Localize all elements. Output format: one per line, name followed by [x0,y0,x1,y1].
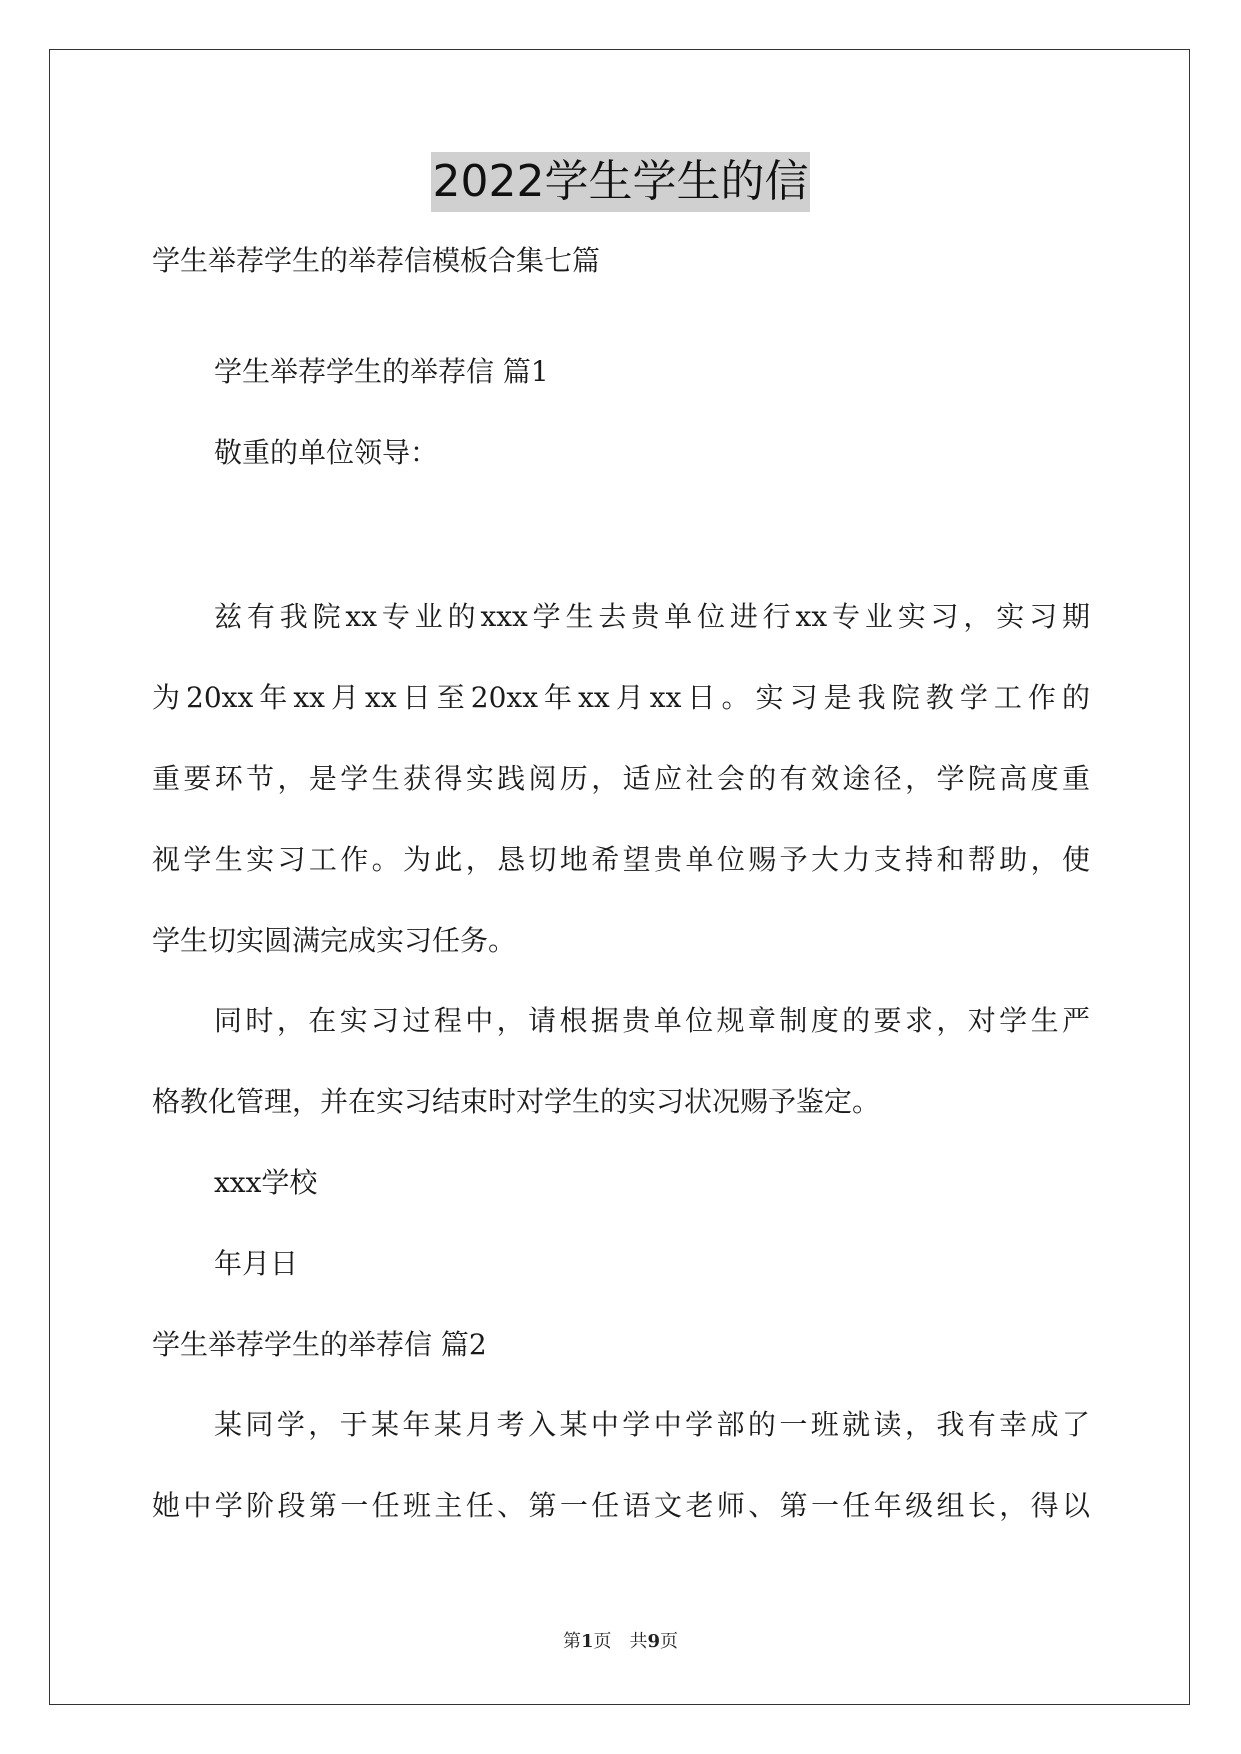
signature-school: xxx学校 [214,1166,318,1199]
footer-page-number: 1 [580,1631,594,1652]
title-wrapper [0,152,1241,212]
signature-date: 年月日 [214,1247,299,1280]
body-line: 她中学阶段第一任班主任、第一任语文老师、第一任年级组长，得以 [152,1489,1090,1522]
body-line: 重要环节，是学生获得实践阅历，适应社会的有效途径，学院高度重 [152,762,1090,795]
body-line: 学生切实圆满完成实习任务。 [152,924,517,957]
footer-middle: 页 共 [593,1631,648,1652]
body-line: 兹有我院xx专业的xxx学生去贵单位进行xx专业实习，实习期 [214,600,1090,633]
section-heading-2: 学生举荐学生的举荐信 篇2 [152,1328,487,1361]
footer-suffix: 页 [660,1631,679,1652]
footer-prefix: 第 [562,1631,581,1652]
footer-total-pages: 9 [647,1631,661,1652]
body-line: 格教化管理，并在实习结束时对学生的实习状况赐予鉴定。 [152,1085,881,1118]
body-line: 同时，在实习过程中，请根据贵单位规章制度的要求，对学生严 [214,1004,1090,1037]
subtitle-line: 学生举荐学生的举荐信模板合集七篇 [152,244,601,277]
salutation: 敬重的单位领导： [214,436,439,469]
body-line: 视学生实习工作。为此，恳切地希望贵单位赐予大力支持和帮助，使 [152,843,1090,876]
body-line: 为20xx年xx月xx日至20xx年xx月xx日。实习是我院教学工作的 [152,681,1090,714]
body-line: 某同学，于某年某月考入某中学中学部的一班就读，我有幸成了 [214,1408,1090,1441]
section-heading-1: 学生举荐学生的举荐信 篇1 [214,355,549,388]
document-title: 2022学生学生的信 [431,152,811,212]
page-border [49,49,1190,1705]
page-footer [0,1630,1241,1654]
